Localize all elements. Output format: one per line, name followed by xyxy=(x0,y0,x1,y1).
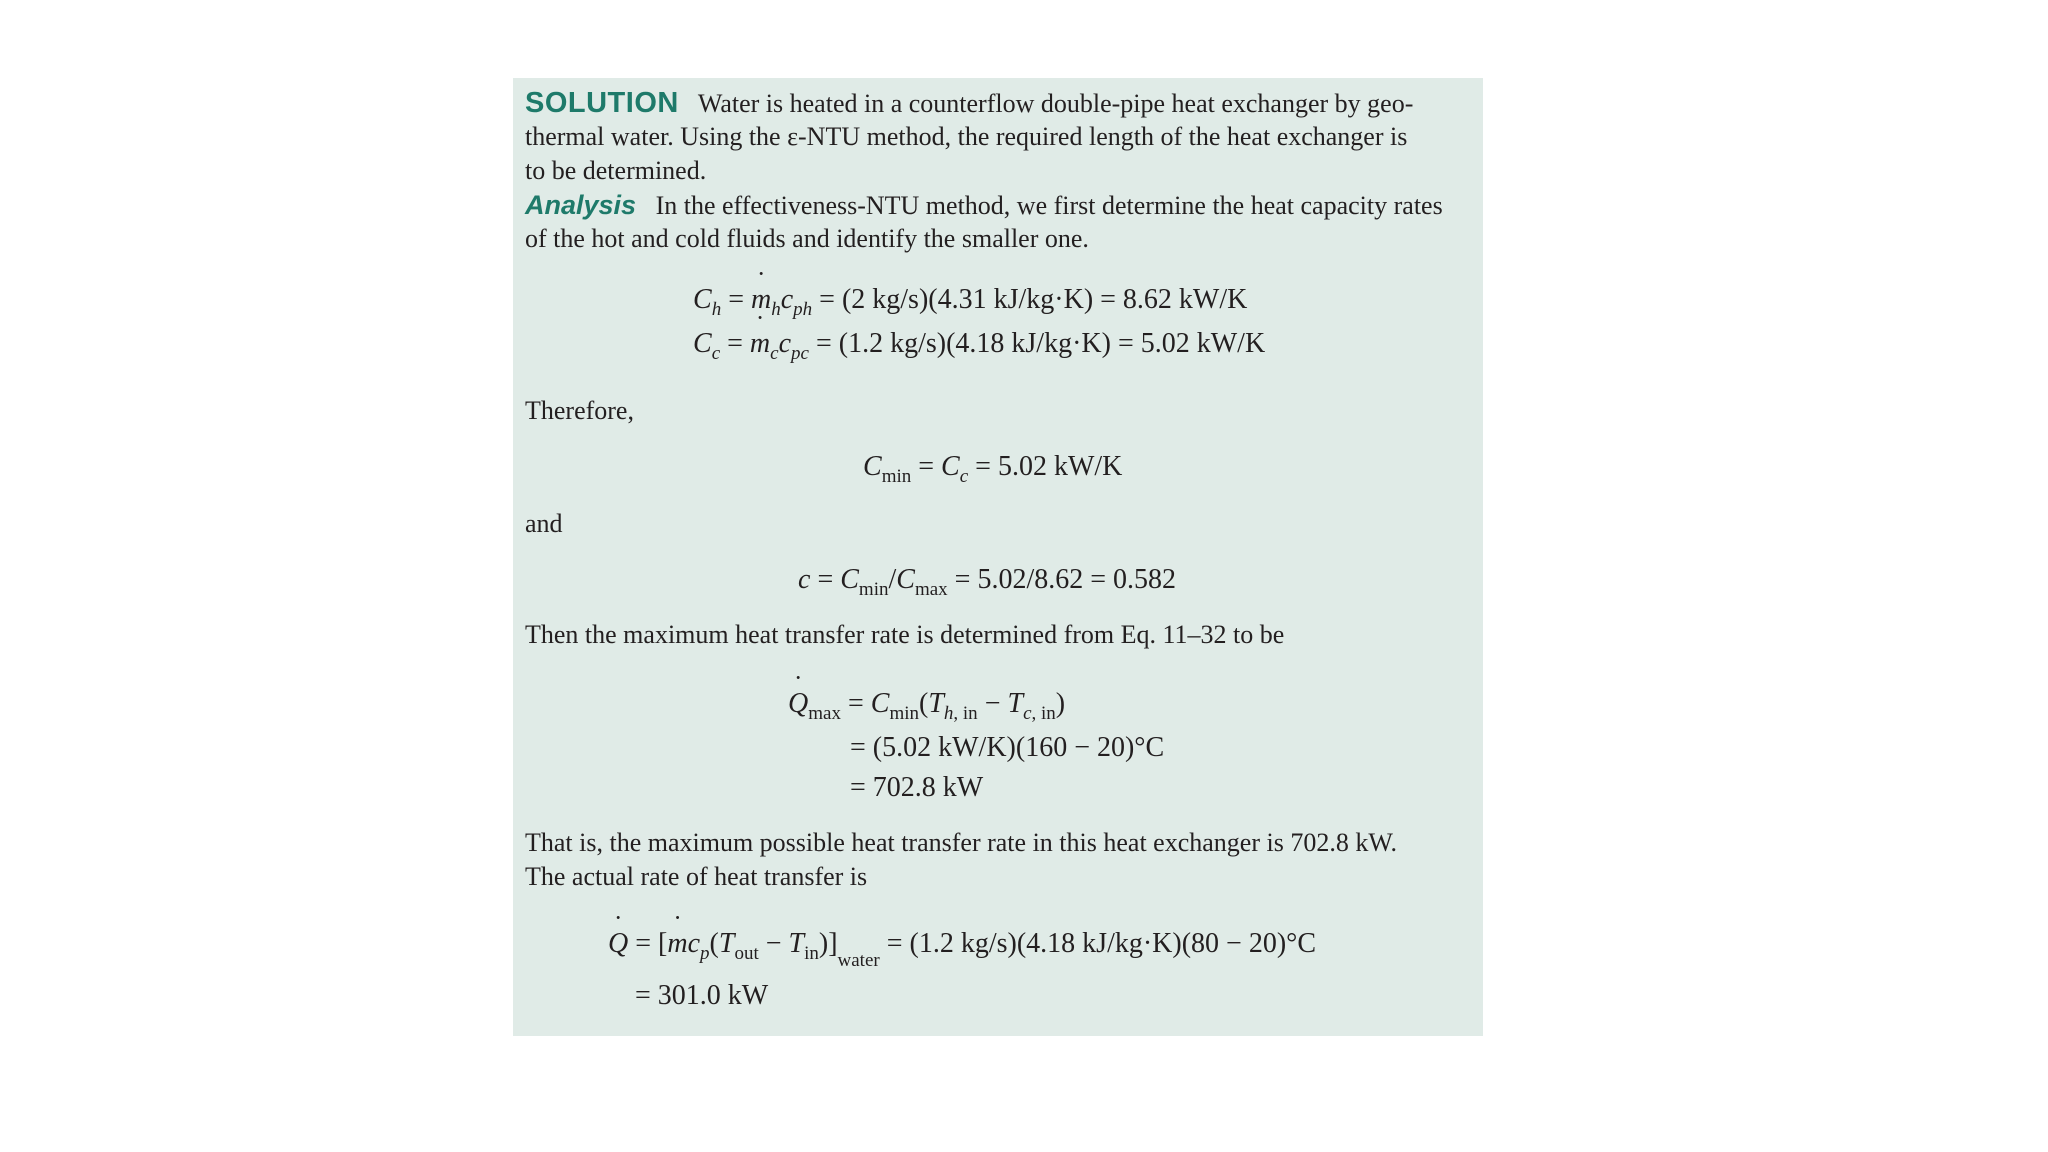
equation-ch: $C_h$ = ˙ $m_hc_{ph} = (2$ kg/s)(4.31 kJ/kg·K) = 8.62 kW/K xyxy=(693,282,1247,318)
equation-qmax-line-3: = 702.8 kW xyxy=(850,772,984,803)
equation-qmax-line-1: ˙ $Q_{max} = C_{min}(T_{h, in} - T_{c, in})$ xyxy=(788,686,1065,722)
solution-line-3 xyxy=(525,154,706,188)
solution-text-3: to be determined. xyxy=(525,156,707,185)
analysis-line-2 xyxy=(525,222,1089,256)
equation-q-rhs: = (1.2 kg/s)(4.18 kJ/kg·K)(80 − 20)°C xyxy=(886,928,1317,959)
equation-c-rhs: = 5.02/8.62 = 0.582 xyxy=(954,564,1177,595)
solution-line-1 xyxy=(525,86,1477,121)
equation-q-actual: ˙ Q = [˙ $mc_p(T_{out} - T_{in})]_{water} = (1.2$ kg/s)(4.18 kJ/kg·K)(80 − 20)°C xyxy=(608,926,1316,962)
equation-cmin: $C_{min} = C_c = 5.02$ kW/K xyxy=(863,451,1123,487)
and-text: and xyxy=(525,509,563,538)
analysis-heading: Analysis xyxy=(525,190,637,220)
analysis-line-1 xyxy=(525,188,1443,223)
analysis-text-2: of the hot and cold fluids and identify the smaller one. xyxy=(525,224,1089,253)
therefore-text: Therefore, xyxy=(525,396,634,425)
analysis-text-1: In the effectiveness-NTU method, we first determine the heat capacity rates xyxy=(655,191,1443,220)
equation-cc-rhs: = (1.2 kg/s)(4.18 kJ/kg·K) = 5.02 kW/K xyxy=(815,328,1266,359)
equation-qmax-line-2: = (5.02 kW/K)(160 − 20)°C xyxy=(850,732,1165,763)
equation-cc: $C_c$ = ˙ $m_cc_{pc} = (1.2$ kg/s)(4.18 kJ/kg·K) = 5.02 kW/K xyxy=(693,326,1265,362)
that-is-line-1: That is, the maximum possible heat transfer rate in this heat exchanger is 702.8 kW. xyxy=(525,828,1397,857)
equation-c-ratio: $c = C_{min}/C_{max} = 5.02/8.62 = 0.582$ xyxy=(798,564,1177,600)
solution-text-1: Water is heated in a counterflow double-pipe heat exchanger by geo- xyxy=(697,89,1414,118)
solution-line-2 xyxy=(525,120,1407,154)
equation-cmin-rhs: = 5.02 kW/K xyxy=(975,451,1123,482)
solution-heading: SOLUTION xyxy=(525,87,679,119)
then-text: Then the maximum heat transfer rate is determined from Eq. 11–32 to be xyxy=(525,620,1285,649)
equation-q-line-2: = 301.0 kW xyxy=(635,980,769,1011)
solution-text-2: thermal water. Using the ε-NTU method, the required length of the heat exchanger is xyxy=(525,122,1408,151)
that-is-line-2: The actual rate of heat transfer is xyxy=(525,862,868,891)
equation-ch-rhs: = (2 kg/s)(4.31 kJ/kg·K) = 8.62 kW/K xyxy=(819,284,1248,315)
